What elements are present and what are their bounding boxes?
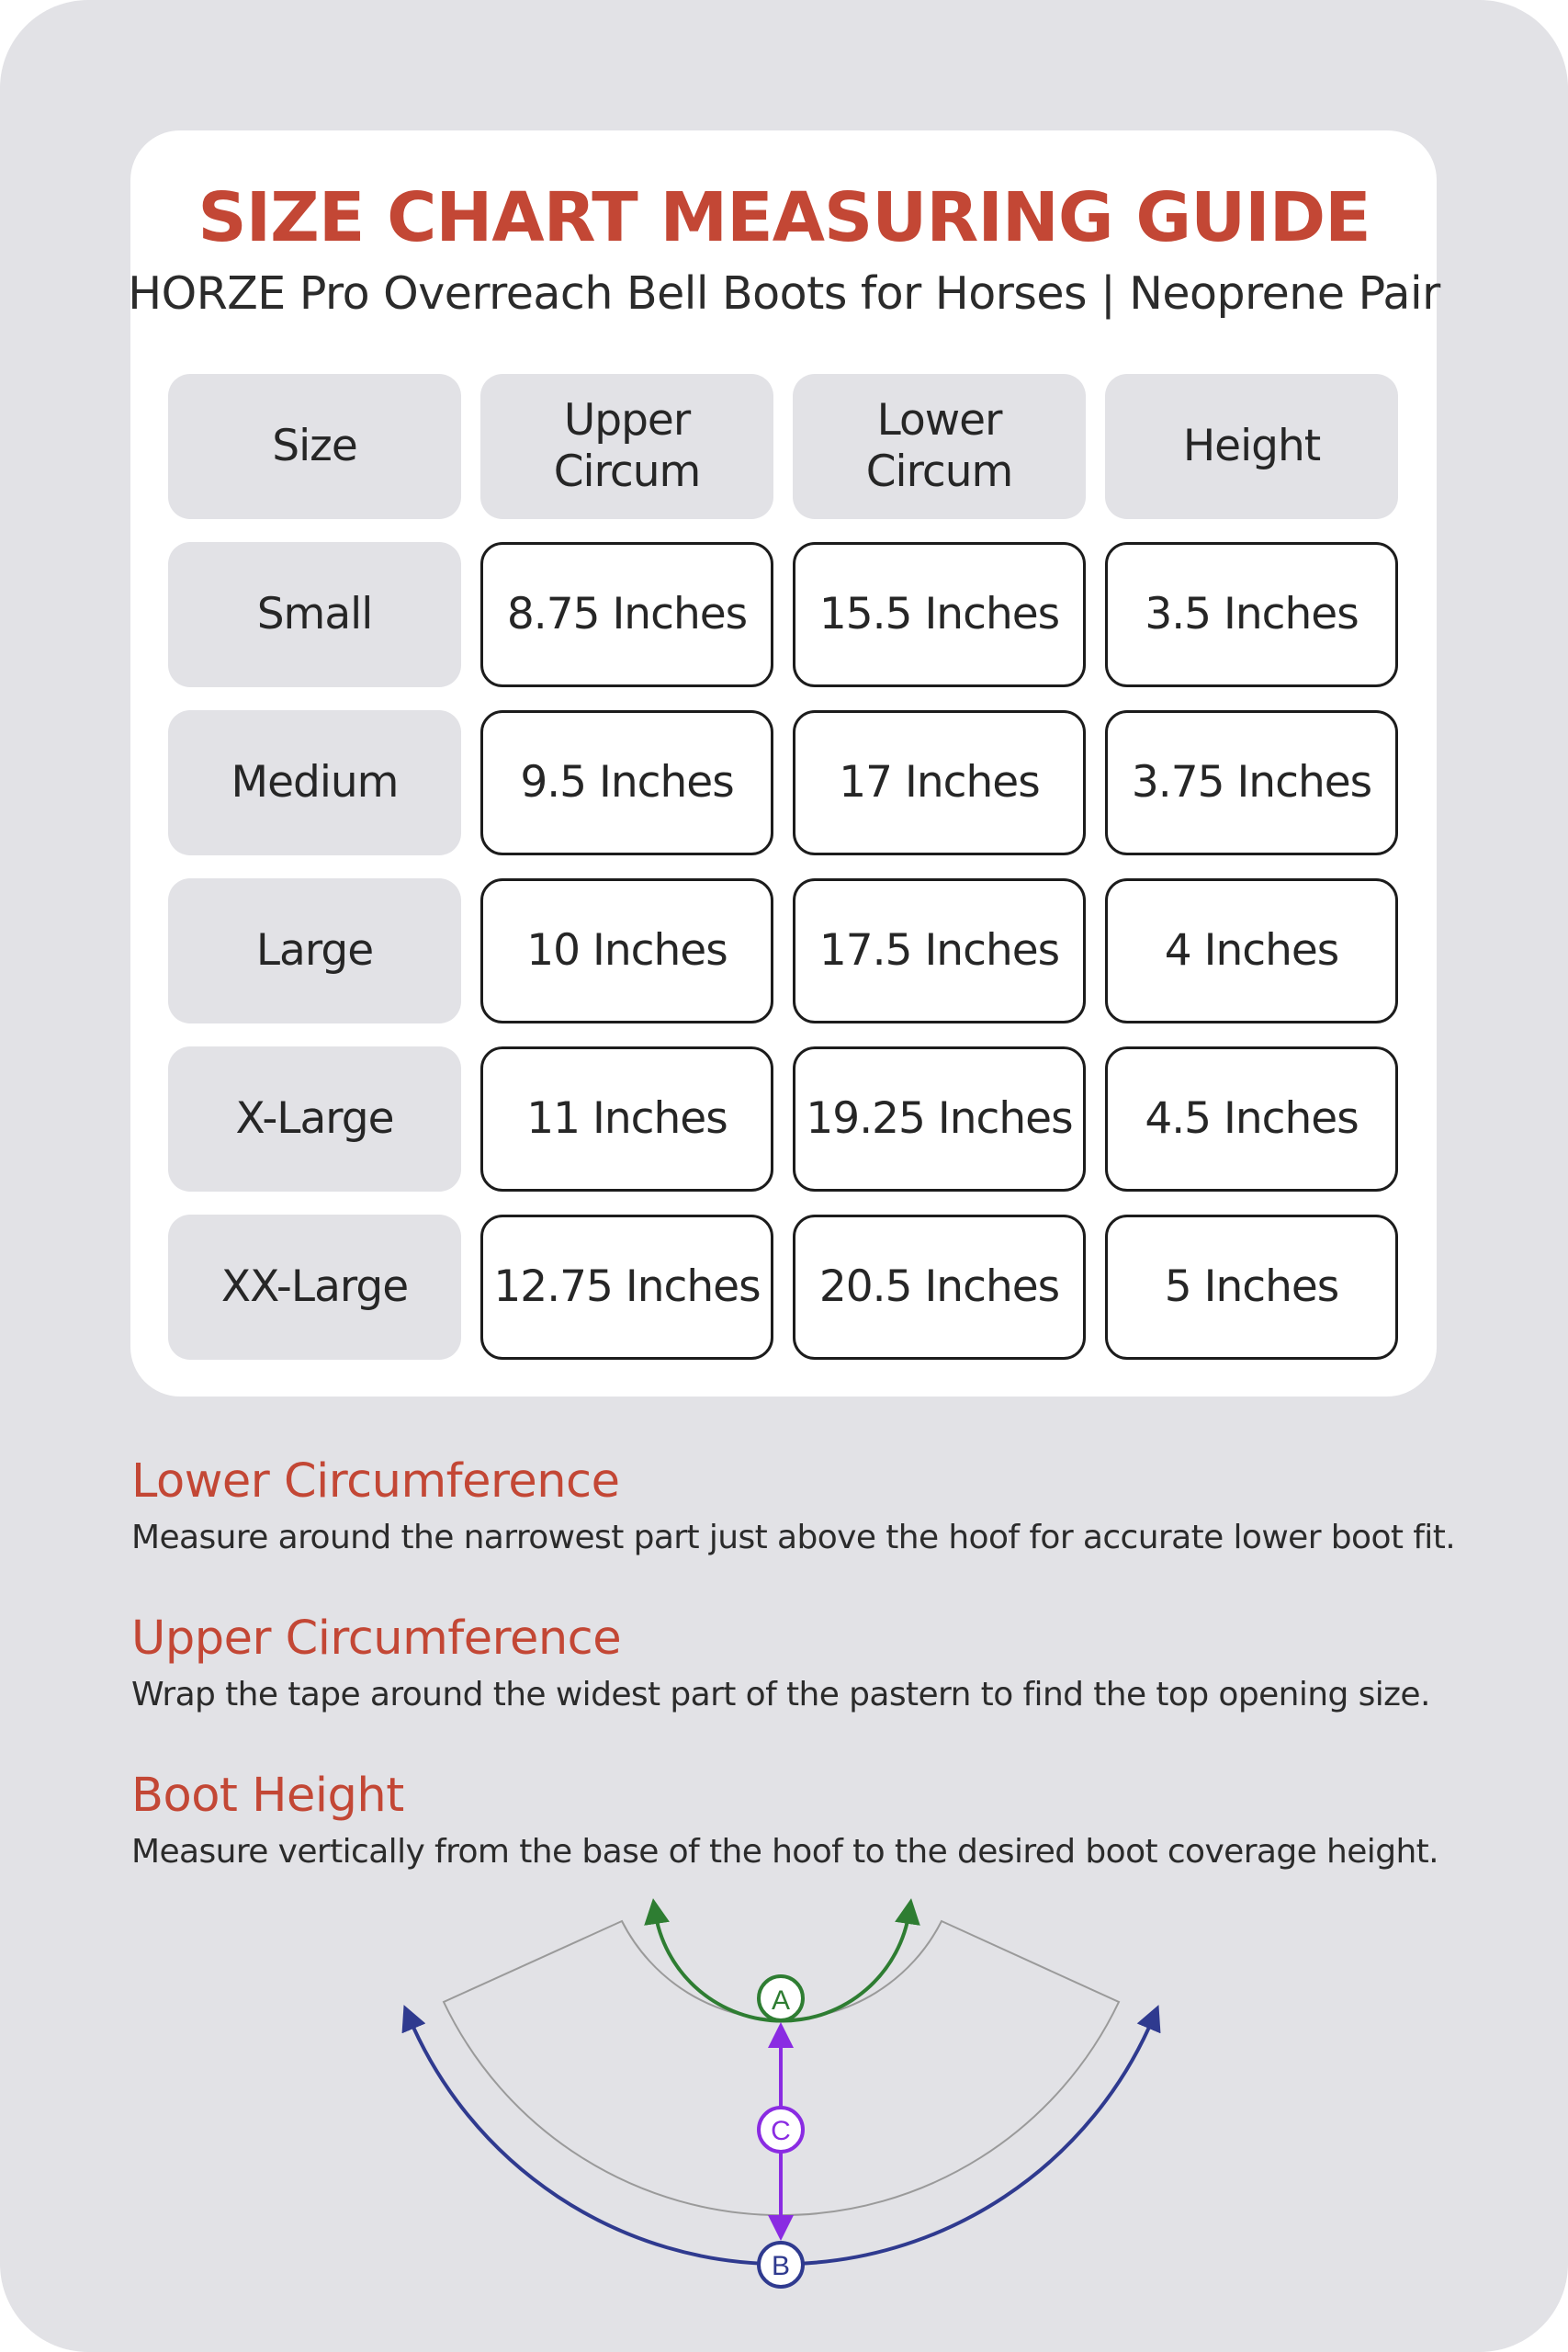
lower-circum-value: 19.25 Inches (793, 1046, 1086, 1192)
page-subtitle: HORZE Pro Overreach Bell Boots for Horses | Neoprene Pair (128, 267, 1440, 320)
lower-circumference-heading: Lower Circumference (131, 1454, 620, 1509)
row-size-label: XX-Large (168, 1215, 461, 1360)
lower-circum-value: 17.5 Inches (793, 878, 1086, 1023)
upper-circum-value: 12.75 Inches (480, 1215, 773, 1360)
height-value: 4 Inches (1105, 878, 1398, 1023)
row-size-label: Large (168, 878, 461, 1023)
height-value: 5 Inches (1105, 1215, 1398, 1360)
height-value: 3.75 Inches (1105, 710, 1398, 855)
upper-circum-value: 9.5 Inches (480, 710, 773, 855)
lower-circum-value: 17 Inches (793, 710, 1086, 855)
row-size-label: Small (168, 542, 461, 687)
row-size-label: Medium (168, 710, 461, 855)
page-title: SIZE CHART MEASURING GUIDE (197, 178, 1371, 257)
height-value: 3.5 Inches (1105, 542, 1398, 687)
upper-circum-value: 8.75 Inches (480, 542, 773, 687)
upper-circum-value: 10 Inches (480, 878, 773, 1023)
column-header-height: Height (1105, 374, 1398, 519)
column-header-upper-circum: Upper Circum (480, 374, 773, 519)
upper-circum-value: 11 Inches (480, 1046, 773, 1192)
label-a: A (771, 1985, 791, 2016)
boot-height-heading: Boot Height (131, 1769, 404, 1823)
column-header-lower-circum: Lower Circum (793, 374, 1086, 519)
boot-height-text: Measure vertically from the base of the hoof to the desired boot coverage height. (131, 1833, 1439, 1871)
height-value: 4.5 Inches (1105, 1046, 1398, 1192)
label-b: B (771, 2251, 791, 2281)
column-header-size: Size (168, 374, 461, 519)
row-size-label: X-Large (168, 1046, 461, 1192)
upper-circumference-heading: Upper Circumference (131, 1611, 622, 1666)
upper-circumference-text: Wrap the tape around the widest part of the pastern to find the top opening size. (131, 1676, 1430, 1713)
label-c: C (771, 2116, 791, 2146)
lower-circum-value: 20.5 Inches (793, 1215, 1086, 1360)
lower-circumference-text: Measure around the narrowest part just above the hoof for accurate lower boot fit. (131, 1519, 1456, 1556)
lower-circum-value: 15.5 Inches (793, 542, 1086, 687)
